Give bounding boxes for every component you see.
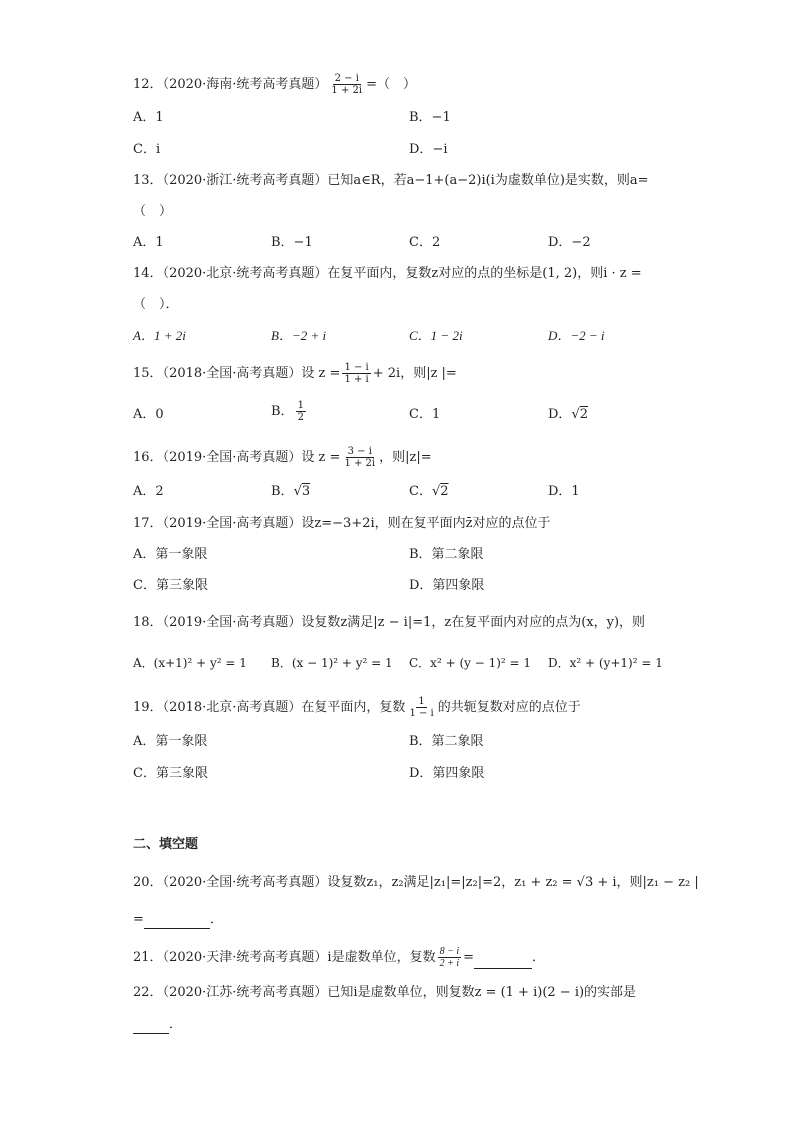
question-22-answer: ． <box>133 1016 182 1034</box>
option-d[interactable]: D．x² + (y+1)² = 1 <box>548 656 663 670</box>
option-c[interactable]: C．√2 <box>409 484 449 499</box>
question-19-stem: 19．（2018·北京·高考真题）在复平面内，复数 $\frac{1}{1 - i}$ 的共轭复数对应的点位于 <box>133 696 581 719</box>
option-a[interactable]: A．0 <box>133 407 164 422</box>
option-a[interactable]: A．(x+1)² + y² = 1 <box>133 656 247 670</box>
fraction: $\frac{8 - i}{2 + i}$ <box>439 946 460 969</box>
option-c[interactable]: C．第三象限 <box>133 578 208 593</box>
answer-blank[interactable] <box>133 1019 169 1034</box>
fraction: $\frac{3 - i}{1 + 2i}$ <box>344 446 376 469</box>
option-b[interactable]: B．−1 <box>409 110 451 125</box>
question-number: 12 <box>133 77 150 92</box>
sqrt-symbol: √ <box>431 484 441 499</box>
option-a[interactable]: A．第一象限 <box>133 547 208 562</box>
option-d[interactable]: D．−i <box>409 142 448 157</box>
question-13-stem: 13．（2020·浙江·统考高考真题）已知a∈R，若a−1+(a−2)i(i为虚数单位)是实数，则a= <box>133 173 649 188</box>
question-15-stem: 15．（2018·全国·高考真题）设 z = $\frac{1 - i}{1 + i}$ + 2i，则|z |= <box>133 362 457 385</box>
fraction: $\frac{1 - i}{1 + i}$ <box>344 362 369 385</box>
question-18-stem: 18．（2019·全国·高考真题）设复数z满足|z − i|=1，z在复平面内对应的点为(x，y)，则 <box>133 615 646 630</box>
option-b[interactable]: B． $\frac{1}{2}$ <box>271 400 304 423</box>
question-source: （2020·海南·统考高考真题） <box>162 77 328 92</box>
option-c[interactable]: C．1 <box>409 407 441 422</box>
question-16-stem: 16．（2019·全国·高考真题）设 z = $\frac{3 - i}{1 + 2i}$ ，则|z|= <box>133 446 432 469</box>
option-d[interactable]: D．1 <box>548 484 580 499</box>
option-d[interactable]: D．第四象限 <box>409 766 485 781</box>
question-20-stem: 20．（2020·全国·统考高考真题）设复数z₁，z₂满足|z₁|=|z₂|=2，z₁ + z₂ = √3 + i，则|z₁ − z₂ | <box>133 875 699 890</box>
option-a[interactable]: A．1 <box>133 235 164 250</box>
option-a[interactable]: A．2 <box>133 484 164 499</box>
option-d[interactable]: D．−2 − i <box>548 328 605 343</box>
option-d[interactable]: D．√2 <box>548 407 589 422</box>
option-b[interactable]: B．−1 <box>271 235 313 250</box>
option-b[interactable]: B．−2 + i <box>271 328 327 343</box>
option-a[interactable]: A．1 <box>133 110 164 125</box>
answer-blank[interactable] <box>144 914 210 929</box>
fraction: $\frac{2 - i}{1 + 2i}$ <box>331 73 363 96</box>
option-d[interactable]: D．−2 <box>548 235 591 250</box>
question-20-answer: = ． <box>133 912 223 927</box>
option-c[interactable]: C．x² + (y − 1)² = 1 <box>409 656 532 670</box>
option-c[interactable]: C．2 <box>409 235 441 250</box>
question-22-stem: 22．（2020·江苏·统考高考真题）已知i是虚数单位，则复数z = (1 + i)(2 − i)的实部是 <box>133 985 637 1000</box>
fraction: $\frac{1}{1 - i}$ <box>409 696 434 719</box>
option-b[interactable]: B．√3 <box>271 484 311 499</box>
question-12-stem: 12．（2020·海南·统考高考真题） $\frac{2 - i}{1 + 2i}$ =（ ） <box>133 73 416 96</box>
option-c[interactable]: C．i <box>133 142 161 157</box>
fraction-half: $\frac{1}{2}$ <box>297 400 304 423</box>
question-14-stem: 14．（2020·北京·统考高考真题）在复平面内，复数z对应的点的坐标是(1, 2)，则i · z = <box>133 266 642 281</box>
sqrt-symbol: √ <box>293 484 302 499</box>
option-b[interactable]: B．第二象限 <box>409 734 484 749</box>
option-c[interactable]: C．1 − 2i <box>409 328 463 343</box>
question-17-stem: 17．（2019·全国·高考真题）设z=−3+2i，则在复平面内z̄对应的点位于 <box>133 516 551 531</box>
option-a[interactable]: A．第一象限 <box>133 734 208 749</box>
option-a[interactable]: A．1 + 2i <box>133 328 186 343</box>
question-21-stem: 21．（2020·天津·统考高考真题）i是虚数单位，复数 $\frac{8 - i}{2 + i}$ = ． <box>133 946 546 969</box>
question-13-paren: （ ） <box>133 204 173 219</box>
answer-blank[interactable] <box>474 954 532 969</box>
section-title: 二、填空题 <box>133 837 199 852</box>
sqrt-symbol: √ <box>571 407 580 422</box>
option-c[interactable]: C．第三象限 <box>133 766 208 781</box>
option-b[interactable]: B．(x − 1)² + y² = 1 <box>271 656 393 670</box>
option-b[interactable]: B．第二象限 <box>409 547 484 562</box>
question-14-paren: （ ）． <box>133 297 179 312</box>
option-d[interactable]: D．第四象限 <box>409 578 485 593</box>
